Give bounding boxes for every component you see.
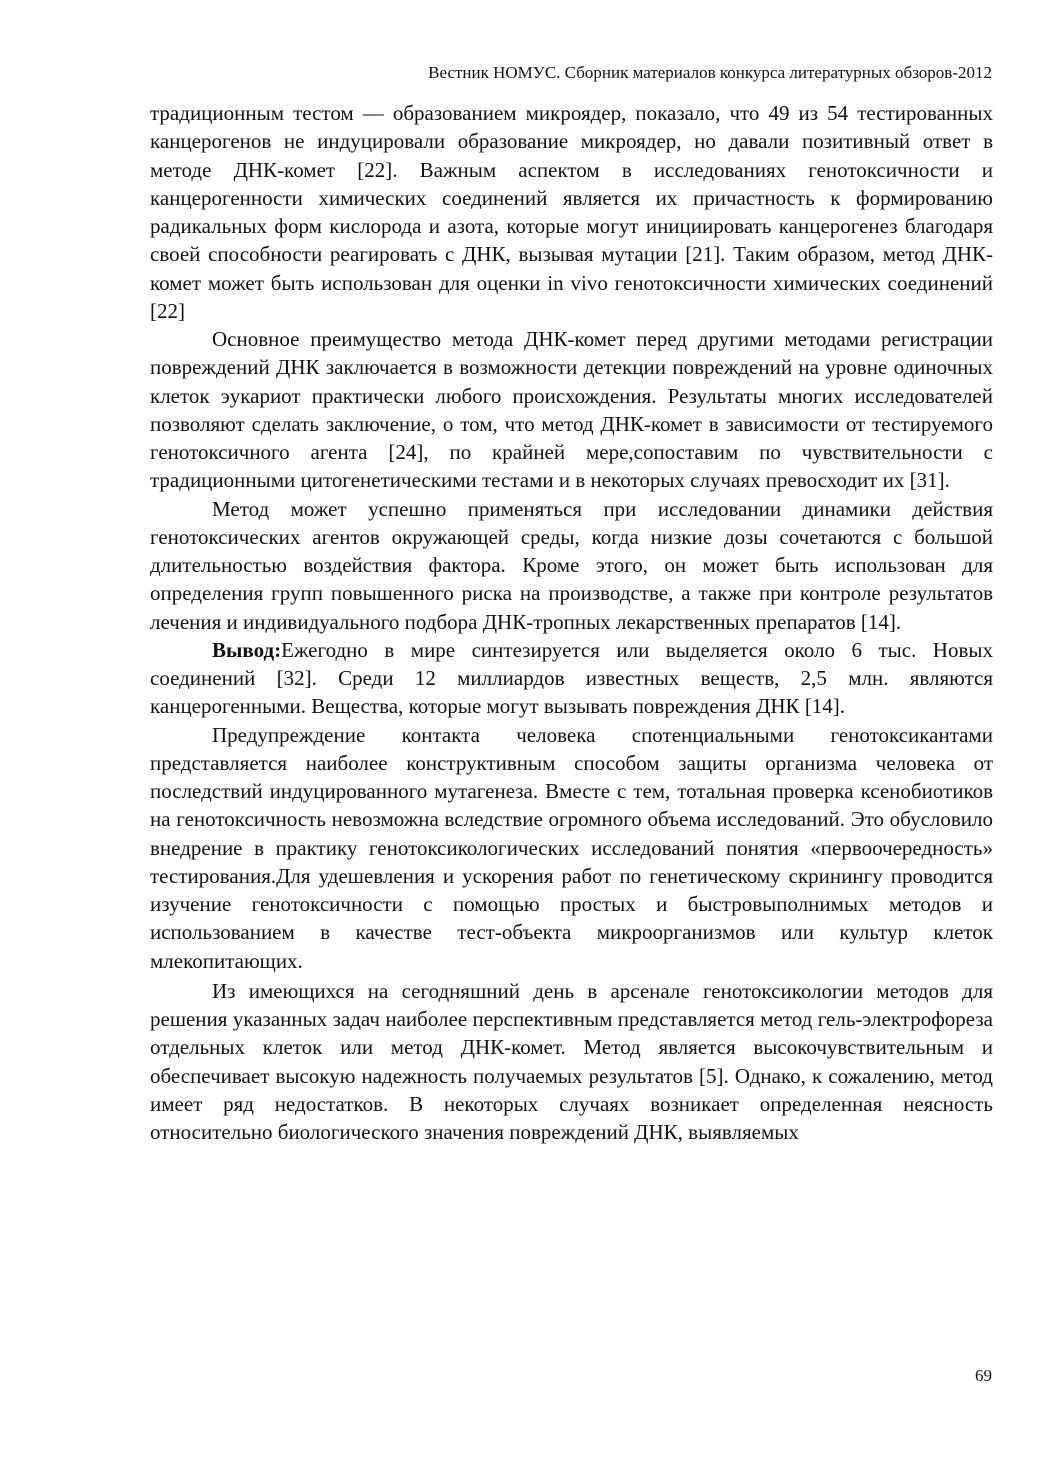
conclusion-text: Ежегодно в мире синтезируется или выделяется около 6 тыс. Новых соединений [32]. Среди 12 миллиардов известных веществ, 2,5 млн. являются канцерогенными. Вещества, которые могут вызывать повреждения ДНК [14].: [150, 637, 993, 719]
paragraph-continuation: традиционным тестом — образованием микроядер, показало, что 49 из 54 тестированных канцерогенов не индуцировали образование микроядер, но давали позитивный ответ в методе ДНК-комет [22]. Важным аспектом в исследованиях генотоксичности и канцерогенности химических соединений является их причастность к формированию радикальных форм кислорода и азота, которые могут инициировать канцерогенез благодаря своей способности реагировать с ДНК, вызывая мутации [21]. Таким образом, метод ДНК-комет может быть использован для оценки in vivo генотоксичности химических соединений [22]: [150, 101, 993, 323]
body-text: [150, 99, 993, 1146]
paragraph-advantages: Основное преимущество метода ДНК-комет перед другими методами регистрации повреждений ДНК заключается в возможности детекции повреждений на уровне одиночных клеток эукариот практически любого происхождения. Результаты многих исследователей позволяют сделать заключение, о том, что метод ДНК-комет в зависимости от тестируемого генотоксичного агента [24], по крайней мере,сопоставим по чувствительности с традиционными цитогенетическими тестами и в некоторых случаях превосходит их [31].: [150, 327, 993, 493]
paragraph-prevention: Предупреждение контакта человека спотенциальными генотоксикантами представляется наиболее конструктивным способом защиты организма человека от последствий индуцированного мутагенеза. Вместе с тем, тотальная проверка ксенобиотиков на генотоксичность невозможна вследствие огромного объема исследований. Это обусловило внедрение в практику генотоксикологических исследований понятия «первоочередность» тестирования.Для удешевления и ускорения работ по генетическому скринингу проводится изучение генотоксичности с помощью простых и быстровыполнимых методов и использованием в качестве тест-объекта микроорганизмов или культур клеток млекопитающих.: [150, 722, 993, 973]
conclusion-lead: Вывод:: [212, 637, 282, 662]
paragraph-applications: Метод может успешно применяться при исследовании динамики действия генотоксических агентов окружающей среды, когда низкие дозы сочетаются с большой длительностью воздействия фактора. Кроме этого, он может быть использован для определения групп повышенного риска на производстве, а также при контроле результатов лечения и индивидуального подбора ДНК-тропных лекарственных препаратов [14].: [150, 496, 993, 634]
running-header: Вестник НОМУС. Сборник материалов конкурса литературных обзоров-2012: [428, 63, 992, 82]
page-number: 69: [975, 1366, 992, 1385]
paragraph-conclusion: [150, 636, 993, 721]
paragraph-comet-method: Из имеющихся на сегодняшний день в арсенале генотоксикологии методов для решения указанных задач наиболее перспективным представляется метод гель-электрофореза отдельных клеток или метод ДНК-комет. Метод является высокочувствительным и обеспечивает высокую надежность получаемых результатов [5]. Однако, к сожалению, метод имеет ряд недостатков. В некоторых случаях возникает определенная неясность относительно биологического значения повреждений ДНК, выявляемых: [150, 978, 993, 1144]
